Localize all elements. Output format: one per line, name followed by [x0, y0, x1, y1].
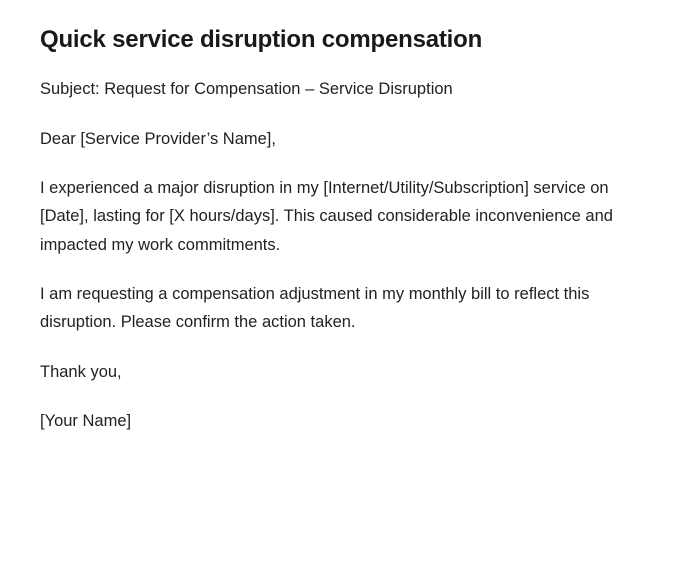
paragraph-signature: [Your Name] [40, 412, 132, 431]
document-body [40, 75, 660, 435]
paragraph-closing: Thank you, [40, 362, 122, 381]
paragraph-salutation: Dear [Service Provider’s Name], [40, 129, 276, 148]
paragraph-subject: Subject: Request for Compensation – Service Disruption [40, 80, 453, 99]
paragraph-incident-description: I experienced a major disruption in my [Internet/Utility/Subscription] service on [Date], lasting for [X hours/days]. This caused considerable inconvenience and impacted my work commitments. [40, 178, 613, 254]
page-title: Quick service disruption compensation [40, 26, 483, 53]
paragraph-request: I am requesting a compensation adjustment in my monthly bill to reflect this disruption. Please confirm the action taken. [40, 285, 590, 332]
